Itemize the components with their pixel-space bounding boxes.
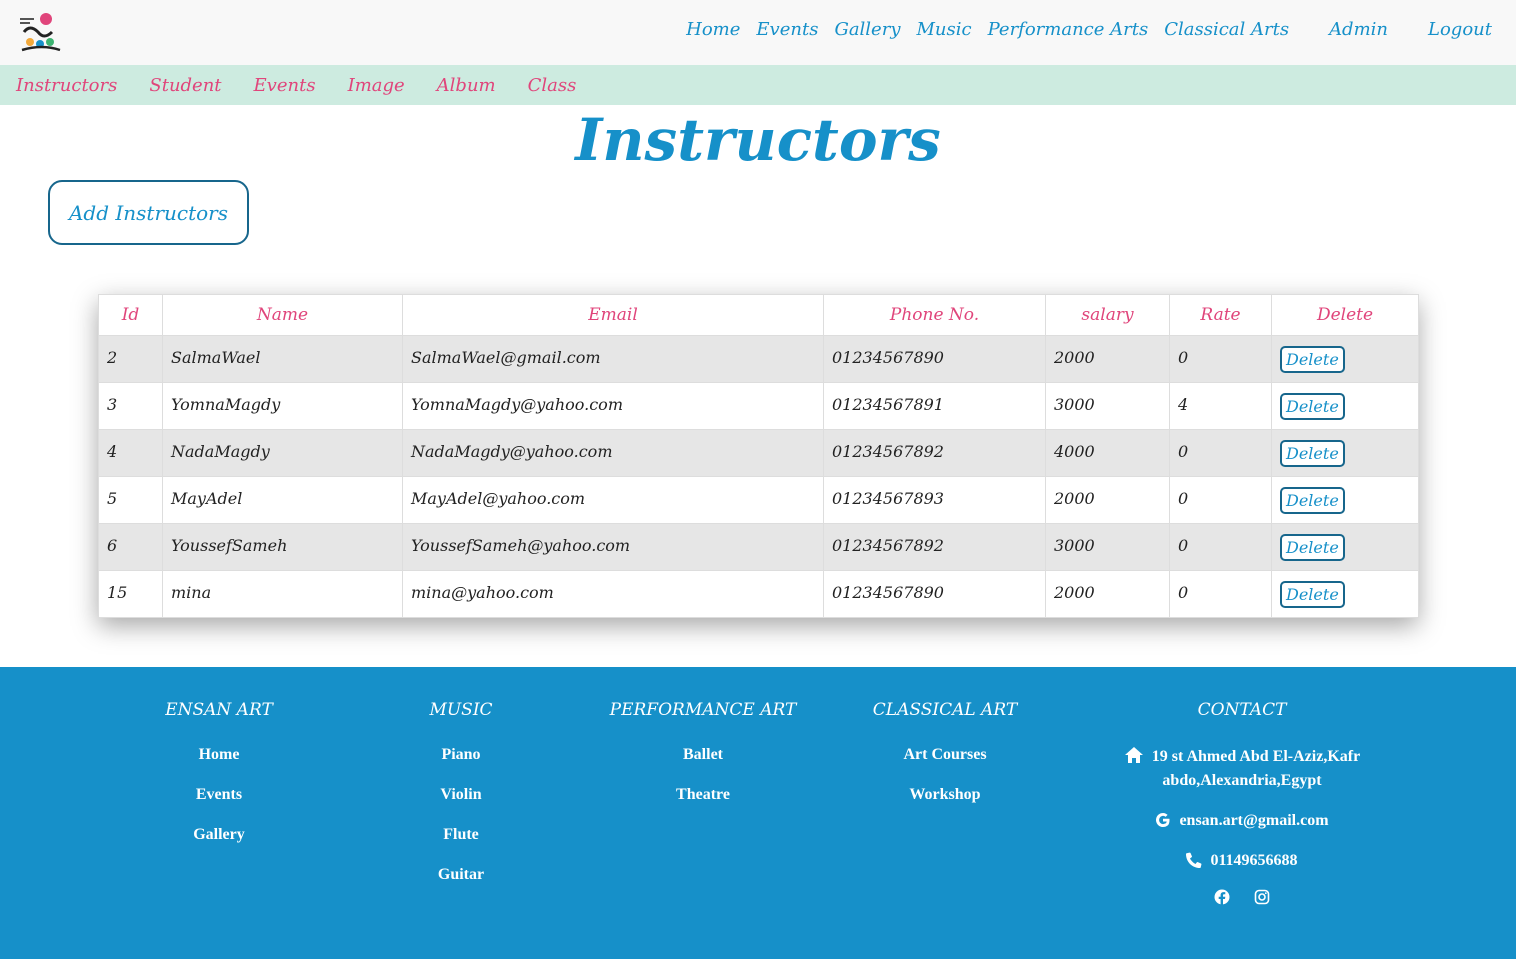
- nav-gallery[interactable]: Gallery: [834, 18, 901, 40]
- home-icon: [1124, 746, 1144, 764]
- delete-button[interactable]: Delete: [1280, 534, 1345, 561]
- add-instructors-button[interactable]: Add Instructors: [48, 180, 249, 245]
- cell-name: MayAdel: [163, 477, 403, 524]
- phone-icon: [1186, 852, 1202, 868]
- subnav-class[interactable]: Class: [527, 74, 577, 96]
- footer-link-ballet[interactable]: Ballet: [683, 746, 723, 763]
- nav-classical-arts[interactable]: Classical Arts: [1164, 18, 1290, 40]
- cell-id: 6: [99, 524, 163, 571]
- delete-button[interactable]: Delete: [1280, 440, 1345, 467]
- nav-performance-arts[interactable]: Performance Arts: [987, 18, 1149, 40]
- cell-action: [1272, 336, 1419, 383]
- table-row: [99, 524, 1419, 571]
- cell-id: 15: [99, 571, 163, 618]
- table-row: [99, 477, 1419, 524]
- cell-rate: 0: [1170, 430, 1272, 477]
- delete-button[interactable]: Delete: [1280, 581, 1345, 608]
- footer-link-art-courses[interactable]: Art Courses: [903, 746, 987, 763]
- header-rate: Rate: [1170, 295, 1272, 336]
- footer-link-flute[interactable]: Flute: [443, 826, 479, 843]
- cell-salary: 2000: [1046, 336, 1170, 383]
- footer-col-performance-art: [573, 697, 833, 825]
- cell-id: 4: [99, 430, 163, 477]
- subnav-instructors[interactable]: Instructors: [16, 74, 118, 96]
- footer-title: PERFORMANCE ART: [609, 700, 797, 720]
- footer-link-workshop[interactable]: Workshop: [909, 786, 981, 803]
- nav-music[interactable]: Music: [916, 18, 972, 40]
- subnav-image[interactable]: Image: [347, 74, 405, 96]
- cell-salary: 3000: [1046, 524, 1170, 571]
- cell-name: YomnaMagdy: [163, 383, 403, 430]
- delete-button[interactable]: Delete: [1280, 393, 1345, 420]
- cell-id: 2: [99, 336, 163, 383]
- footer-col-classical-art: [815, 697, 1075, 825]
- header-delete: Delete: [1272, 295, 1419, 336]
- top-nav-links: [670, 0, 1492, 58]
- footer-title: ENSAN ART: [165, 700, 273, 720]
- contact-email: ensan.art@gmail.com: [1112, 809, 1372, 833]
- cell-phone: 01234567890: [824, 571, 1046, 618]
- cell-name: YoussefSameh: [163, 524, 403, 571]
- cell-id: 3: [99, 383, 163, 430]
- contact-address: 19 st Ahmed Abd El-Aziz,Kafr abdo,Alexandria,Egypt: [1112, 745, 1372, 793]
- facebook-icon[interactable]: [1214, 889, 1230, 905]
- cell-email: MayAdel@yahoo.com: [403, 477, 824, 524]
- cell-email: SalmaWael@gmail.com: [403, 336, 824, 383]
- nav-events[interactable]: Events: [756, 18, 819, 40]
- table-row: [99, 336, 1419, 383]
- cell-phone: 01234567892: [824, 524, 1046, 571]
- table-row: [99, 571, 1419, 618]
- cell-email: YoussefSameh@yahoo.com: [403, 524, 824, 571]
- delete-button[interactable]: Delete: [1280, 487, 1345, 514]
- footer-title: CLASSICAL ART: [872, 700, 1018, 720]
- cell-email: mina@yahoo.com: [403, 571, 824, 618]
- footer-link-violin[interactable]: Violin: [440, 786, 482, 803]
- cell-action: [1272, 477, 1419, 524]
- cell-salary: 4000: [1046, 430, 1170, 477]
- footer-link-theatre[interactable]: Theatre: [676, 786, 730, 803]
- footer-col-contact: [1112, 697, 1372, 905]
- cell-phone: 01234567890: [824, 336, 1046, 383]
- footer-link-gallery[interactable]: Gallery: [193, 826, 245, 843]
- contact-phone: 01149656688: [1112, 849, 1372, 873]
- cell-salary: 3000: [1046, 383, 1170, 430]
- header-email: Email: [403, 295, 824, 336]
- cell-email: NadaMagdy@yahoo.com: [403, 430, 824, 477]
- cell-action: [1272, 571, 1419, 618]
- nav-admin[interactable]: Admin: [1329, 18, 1389, 40]
- header-id: Id: [99, 295, 163, 336]
- subnav-album[interactable]: Album: [436, 74, 496, 96]
- table-row: [99, 430, 1419, 477]
- top-navbar: [0, 0, 1516, 65]
- footer: [0, 667, 1516, 959]
- cell-action: [1272, 430, 1419, 477]
- subnav-student[interactable]: Student: [149, 74, 222, 96]
- cell-salary: 2000: [1046, 477, 1170, 524]
- cell-rate: 0: [1170, 571, 1272, 618]
- admin-subnav: [0, 65, 1516, 105]
- cell-name: SalmaWael: [163, 336, 403, 383]
- cell-action: [1272, 383, 1419, 430]
- google-icon: [1155, 812, 1171, 828]
- instagram-icon[interactable]: [1254, 889, 1270, 905]
- table-row: [99, 383, 1419, 430]
- cell-phone: 01234567892: [824, 430, 1046, 477]
- footer-link-guitar[interactable]: Guitar: [437, 866, 485, 883]
- cell-id: 5: [99, 477, 163, 524]
- table-header-row: [99, 295, 1419, 336]
- cell-rate: 0: [1170, 336, 1272, 383]
- footer-link-home[interactable]: Home: [198, 746, 240, 763]
- page-title: Instructors: [575, 106, 941, 174]
- header-name: Name: [163, 295, 403, 336]
- social-links: [1112, 889, 1372, 905]
- ensan-art-logo[interactable]: [16, 10, 64, 54]
- delete-button[interactable]: Delete: [1280, 346, 1345, 373]
- footer-link-events[interactable]: Events: [195, 786, 243, 803]
- footer-link-piano[interactable]: Piano: [441, 746, 481, 763]
- instructors-table: [98, 294, 1419, 618]
- footer-col-ensan-art: [89, 697, 349, 865]
- cell-action: [1272, 524, 1419, 571]
- nav-logout[interactable]: Logout: [1428, 18, 1492, 40]
- cell-rate: 0: [1170, 477, 1272, 524]
- instructors-table-container: [98, 294, 1418, 618]
- nav-home[interactable]: Home: [686, 18, 741, 40]
- subnav-events[interactable]: Events: [253, 74, 316, 96]
- cell-name: NadaMagdy: [163, 430, 403, 477]
- cell-name: mina: [163, 571, 403, 618]
- footer-title: MUSIC: [429, 700, 493, 720]
- cell-salary: 2000: [1046, 571, 1170, 618]
- cell-rate: 4: [1170, 383, 1272, 430]
- footer-title: CONTACT: [1197, 700, 1287, 720]
- cell-phone: 01234567893: [824, 477, 1046, 524]
- header-salary: salary: [1046, 295, 1170, 336]
- cell-rate: 0: [1170, 524, 1272, 571]
- header-phone: Phone No.: [824, 295, 1046, 336]
- cell-email: YomnaMagdy@yahoo.com: [403, 383, 824, 430]
- footer-col-music: [331, 697, 591, 905]
- cell-phone: 01234567891: [824, 383, 1046, 430]
